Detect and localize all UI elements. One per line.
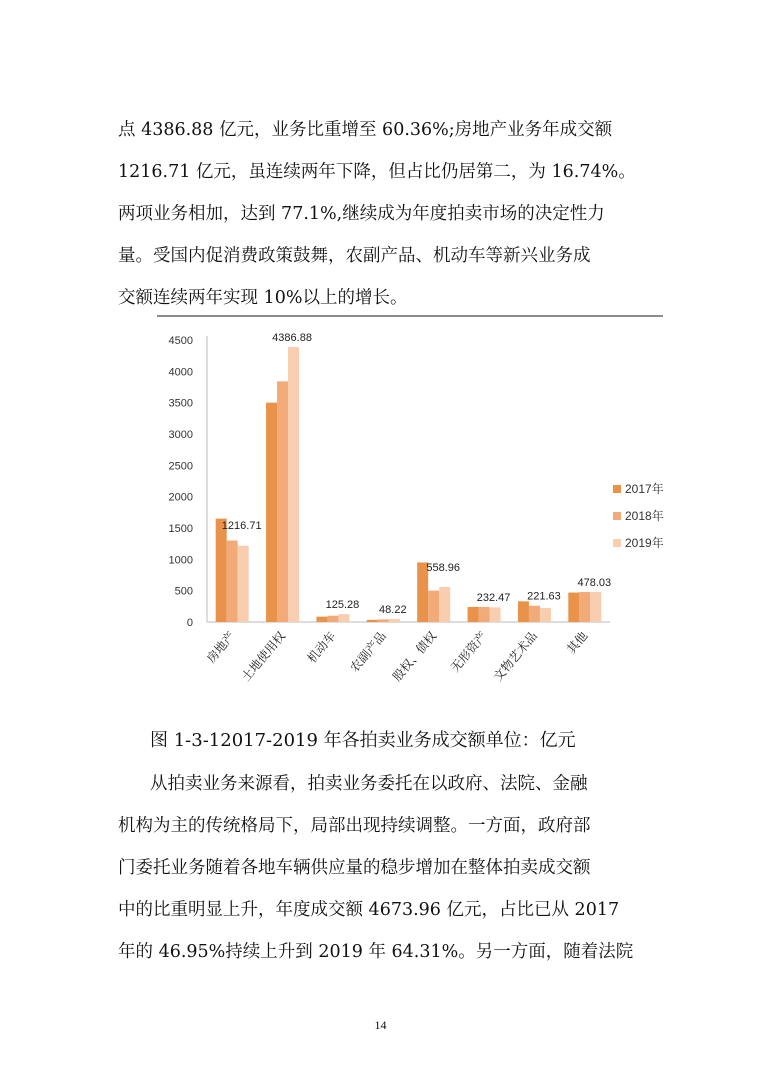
text-line-10: 年的 46.95%持续上升到 2019 年 64.31%。另一方面，随着法院 xyxy=(118,941,634,962)
text-line-8: 门委托业务随着各地车辆供应量的稳步增加在整体拍卖成交额 xyxy=(118,857,591,878)
data-label: 125.28 xyxy=(325,599,360,612)
bar xyxy=(216,519,227,622)
text-line-2: 1216.71 亿元，虽连续两年下降，但占比仍居第二，为 16.74%。 xyxy=(118,161,636,182)
category-label: 其他 xyxy=(564,628,591,657)
legend-swatch xyxy=(613,539,621,547)
text-line-1: 点 4386.88 亿元，业务比重增至 60.36%;房地产业务年成交额 xyxy=(118,119,613,140)
text-line-6: 从拍卖业务来源看，拍卖业务委托在以政府、法院、金融 xyxy=(150,773,588,794)
bar-chart xyxy=(155,310,675,700)
data-label: 558.96 xyxy=(426,562,461,575)
category-label: 股权、债权 xyxy=(389,628,440,684)
legend-swatch xyxy=(613,485,621,493)
bar xyxy=(327,616,338,622)
bar xyxy=(439,587,450,622)
bar xyxy=(490,607,501,622)
text-line-4: 量。受国内促消费政策鼓舞，农副产品、机动车等新兴业务成 xyxy=(118,245,591,266)
bar xyxy=(568,593,579,622)
bar xyxy=(518,601,529,622)
text-line-7: 机构为主的传统格局下，局部出现持续调整。一方面，政府部 xyxy=(118,815,591,836)
y-tick-label: 2500 xyxy=(168,460,193,473)
bar xyxy=(579,592,590,622)
bar xyxy=(468,607,479,622)
data-label: 1216.71 xyxy=(221,519,262,532)
bar xyxy=(540,608,551,622)
bar xyxy=(367,620,378,622)
data-label: 232.47 xyxy=(476,592,511,605)
bar xyxy=(338,614,349,622)
y-tick-label: 500 xyxy=(174,585,193,598)
page-number: 14 xyxy=(374,1018,387,1032)
y-tick-label: 3500 xyxy=(168,397,193,410)
bar xyxy=(389,619,400,622)
bar xyxy=(316,617,327,622)
text-line-9: 中的比重明显上升，年度成交额 4673.96 亿元，占比已从 2017 xyxy=(118,899,620,920)
y-tick-label: 3000 xyxy=(168,429,193,441)
legend-swatch xyxy=(613,512,621,520)
bar xyxy=(479,607,490,622)
data-label: 478.03 xyxy=(577,577,612,590)
bar xyxy=(238,546,249,622)
text-line-3: 两项业务相加，达到 77.1%,继续成为年度拍卖市场的决定性力 xyxy=(118,203,605,224)
bar xyxy=(590,592,601,622)
y-tick-label: 1500 xyxy=(168,523,193,535)
data-label: 48.22 xyxy=(379,603,407,616)
figure-caption: 图 1-3-12017-2019 年各拍卖业务成交额单位：亿元 xyxy=(150,730,576,751)
category-label: 农副产品 xyxy=(347,628,389,675)
y-tick-label: 4000 xyxy=(168,366,193,379)
category-label: 土地使用权 xyxy=(238,628,289,684)
bar xyxy=(266,403,277,622)
bar xyxy=(277,381,288,622)
y-tick-label: 0 xyxy=(186,617,193,629)
y-tick-label: 2000 xyxy=(168,491,193,504)
category-label: 无形资产 xyxy=(448,628,490,675)
y-tick-label: 1000 xyxy=(168,554,193,567)
bar xyxy=(428,591,439,622)
legend-label: 2017年 xyxy=(625,482,664,496)
data-label: 4386.88 xyxy=(272,332,312,345)
text-line-5: 交额连续两年实现 10%以上的增长。 xyxy=(118,287,408,308)
bar xyxy=(378,619,389,622)
legend-label: 2018年 xyxy=(625,509,664,523)
bar xyxy=(227,541,238,622)
y-tick-label: 4500 xyxy=(168,335,193,347)
data-label: 221.63 xyxy=(527,590,561,603)
category-label: 房地产 xyxy=(203,628,238,666)
bar xyxy=(288,347,299,622)
category-label: 文物艺术品 xyxy=(490,628,541,684)
bar xyxy=(529,606,540,622)
category-label: 机动车 xyxy=(304,628,339,666)
legend-label: 2019年 xyxy=(625,536,664,550)
